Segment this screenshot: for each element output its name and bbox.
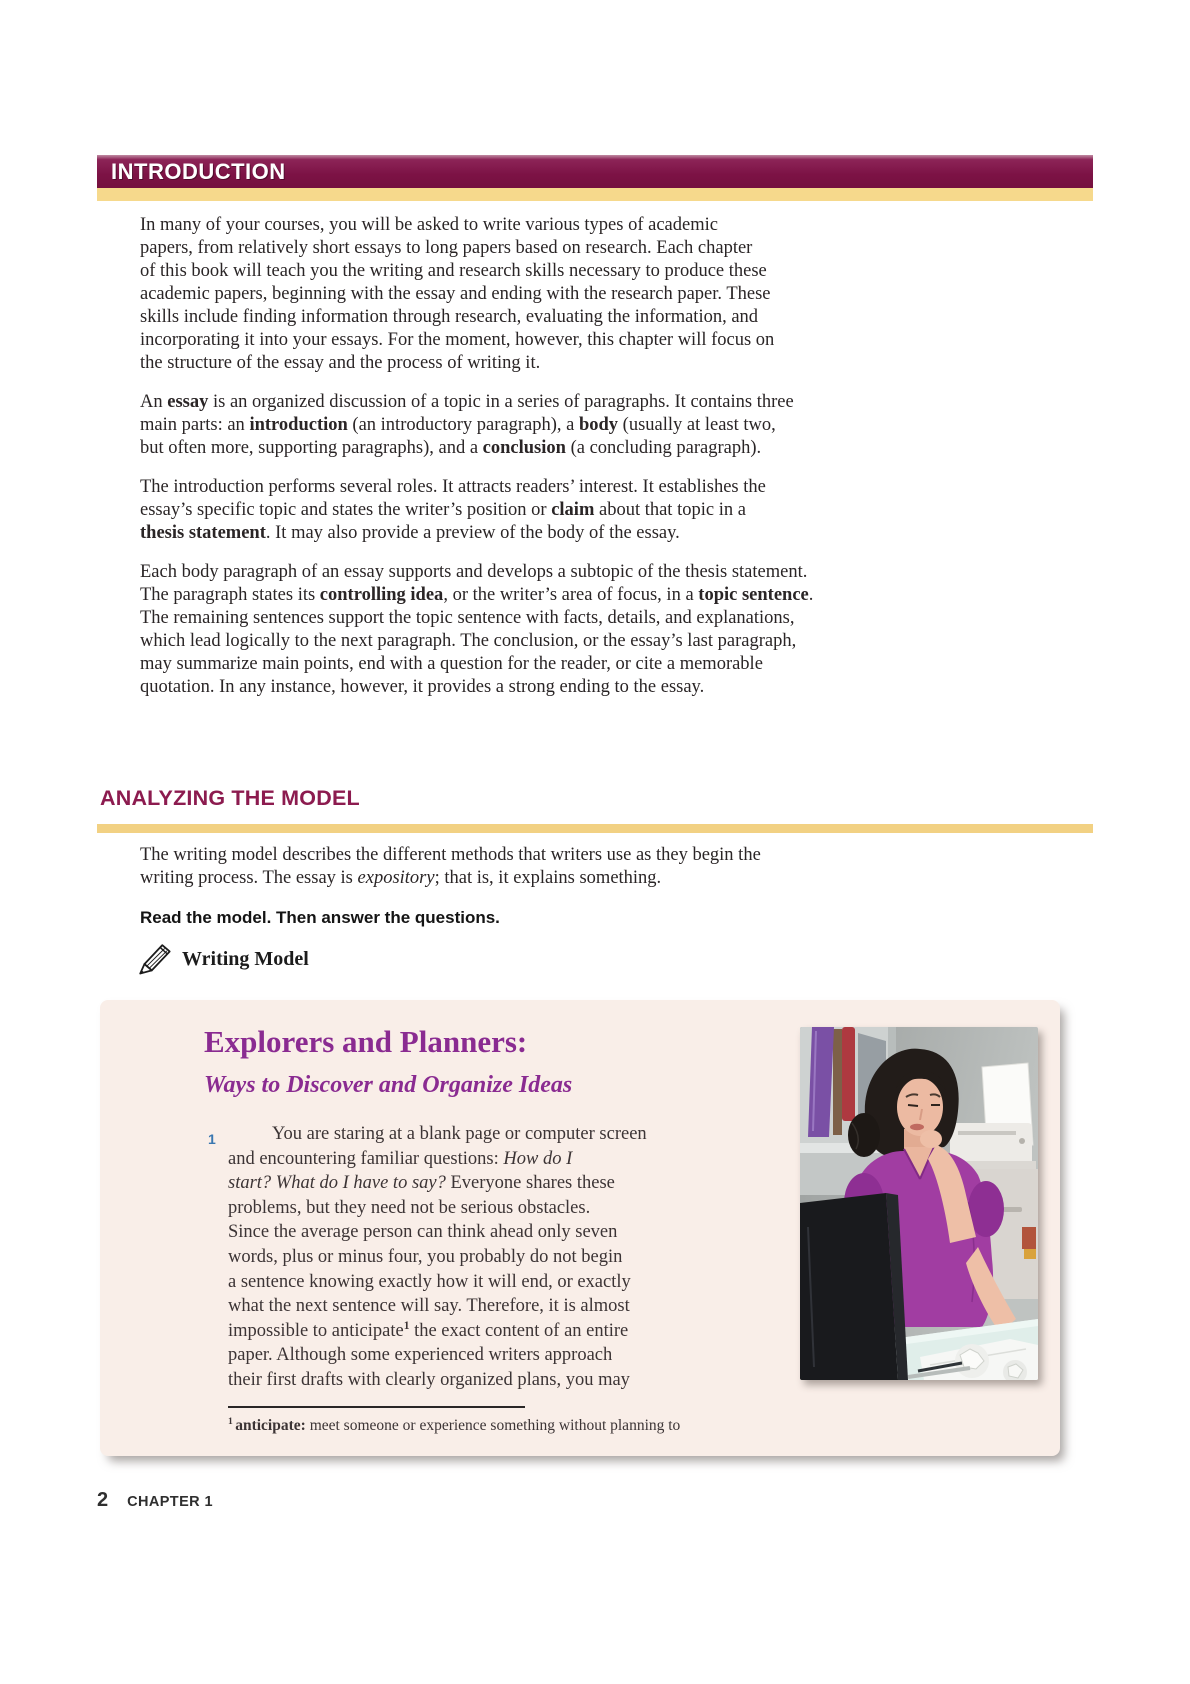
introduction-heading: INTRODUCTION [111,159,286,184]
paragraph-number: 1 [208,1131,216,1147]
intro-paragraph-1: In many of your courses, you will be asked to write various types of academic papers, from relatively short essays to long papers based on research. Each chapter of this book will teach you the writing and research skills necessary to produce these academic papers, beginning with the essay and ending with the research paper. These skills include finding information through research, evaluating the information, and incorporating it into your essays. For the moment, however, this chapter will focus on the structure of the essay and the process of writing it. [140,215,775,373]
introduction-banner-bar [97,155,1093,188]
model-subtitle: Ways to Discover and Organize Ideas [204,1072,573,1098]
pencil-icon [136,942,176,976]
photo-woman-at-desk [800,1027,1038,1380]
intro-paragraph-4: Each body paragraph of an essay supports and develops a subtopic of the thesis statement. The paragraph states its controlling idea, or the writer’s area of focus, in a topic sentence. The remaining sentences support the topic sentence with facts, details, and explanations, which lead logically to the next paragraph. The conclusion, or the essay’s last paragraph, may summarize main points, end with a question for the reader, or cite a memorable quotation. In any instance, however, it provides a strong ending to the essay. [140,562,814,697]
introduction-banner [97,155,1093,201]
chapter-label: CHAPTER 1 [127,1494,213,1510]
page-footer [97,1489,213,1512]
yellow-accent-bar [97,824,1093,833]
writing-model-label [136,942,309,976]
analyzing-the-model-heading: ANALYZING THE MODEL [100,786,360,810]
model-title: Explorers and Planners: [204,1024,528,1059]
intro-paragraph-2: An essay is an organized discussion of a topic in a series of paragraphs. It contains three main parts: an introduction (an introductory paragraph), a body (usually at least two, but often more, supporting paragraphs), and a conclusion (a concluding paragraph). [140,392,794,458]
intro-paragraph-3: The introduction performs several roles. It attracts readers’ interest. It establishes the essay’s specific topic and states the writer’s position or claim about that topic in a thesis statement. It may also provide a preview of the body of the essay. [140,477,766,543]
introduction-paragraphs [140,214,1020,715]
yellow-accent-bar [97,188,1093,201]
writing-model-box [100,1000,1060,1456]
directive-text: Read the model. Then answer the questions. [140,908,500,927]
model-paragraph: You are staring at a blank page or computer screen and encountering familiar questions: How do I start? What do I have to say? Everyone shares these problems, but they need not be serious obstacles. Since the average person can think ahead only seven words, plus or minus four, you probably do not begin a sentence knowing exactly how it will end, or exactly what the next sentence will say. Therefore, it is almost impossible to anticipate$^1$ the exact content of an entire paper. Although some experienced writers approach their first drafts with clearly organized plans, you may [228,1124,647,1390]
analyzing-paragraph: The writing model describes the different methods that writers use as they begin the writing process. The essay is expository; that is, it explains something. [140,845,761,888]
footnote-text: $^1$ anticipate: meet someone or experience something without planning to [228,1415,681,1434]
footnote-rule [228,1406,525,1408]
page-number: 2 [97,1489,109,1511]
writing-model-label-text: Writing Model [182,947,309,970]
